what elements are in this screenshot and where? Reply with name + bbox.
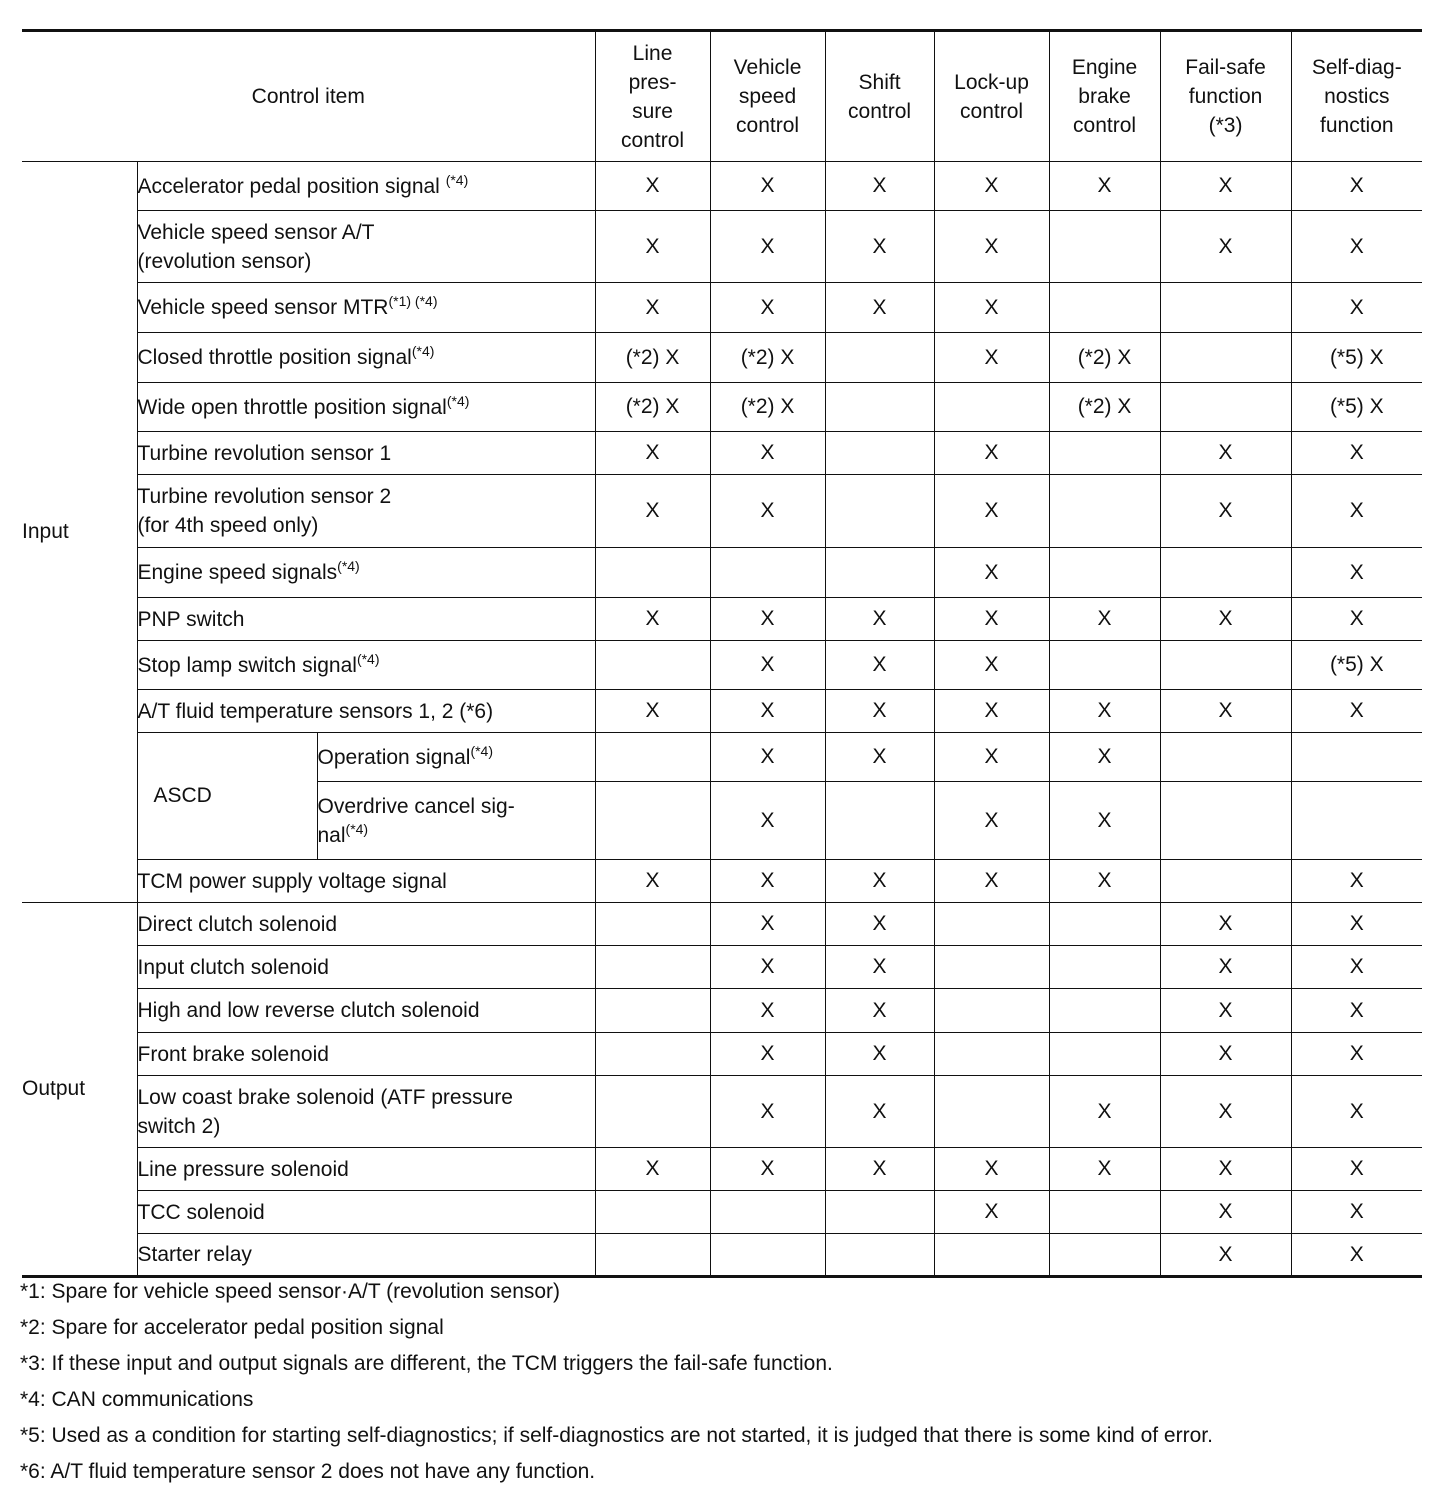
table-row: [22, 383, 1422, 432]
row-label-line: switch 2): [137, 1114, 221, 1138]
mark-cell: X: [1291, 475, 1422, 548]
control-items-table: [22, 29, 1422, 1278]
row-label: [137, 641, 595, 690]
mark-cell: (*5) X: [1291, 383, 1422, 432]
mark-cell: [825, 333, 934, 383]
mark-cell: X: [1160, 432, 1291, 475]
mark-cell: X: [710, 475, 825, 548]
footnote-ref: (*4): [446, 392, 470, 409]
row-label-line: Turbine revolution sensor 2: [137, 485, 392, 508]
mark-cell: [1160, 733, 1291, 782]
row-label: [137, 1234, 595, 1277]
mark-cell: X: [1160, 1148, 1291, 1191]
mark-cell: [1160, 641, 1291, 690]
mark-cell: X: [1160, 162, 1291, 211]
mark-cell: X: [710, 782, 825, 860]
mark-cell: X: [934, 475, 1049, 548]
row-label: [137, 1033, 595, 1076]
mark-cell: X: [1160, 1033, 1291, 1076]
mark-cell: [825, 548, 934, 598]
mark-cell: [1049, 211, 1160, 283]
row-label-line: TCM power supply voltage signal: [137, 869, 447, 893]
mark-cell: X: [710, 432, 825, 475]
mark-cell: X: [934, 1148, 1049, 1191]
mark-cell: [825, 1191, 934, 1234]
mark-cell: [825, 432, 934, 475]
mark-cell: [595, 782, 710, 860]
footnote-ref: (*4): [345, 820, 369, 837]
mark-cell: [1049, 1191, 1160, 1234]
mark-cell: [1049, 548, 1160, 598]
mark-cell: [1049, 641, 1160, 690]
mark-cell: [710, 1234, 825, 1277]
table-row: [22, 475, 1422, 548]
table-row: [22, 432, 1422, 475]
mark-cell: X: [1291, 548, 1422, 598]
row-label: [137, 1191, 595, 1234]
mark-cell: [710, 548, 825, 598]
mark-cell: [1160, 283, 1291, 333]
mark-cell: X: [595, 211, 710, 283]
mark-cell: [595, 1076, 710, 1148]
mark-cell: X: [934, 211, 1049, 283]
mark-cell: X: [1291, 860, 1422, 903]
mark-cell: X: [1160, 475, 1291, 548]
mark-cell: [1291, 733, 1422, 782]
mark-cell: [595, 1191, 710, 1234]
mark-cell: X: [710, 641, 825, 690]
mark-cell: X: [934, 333, 1049, 383]
mark-cell: X: [1291, 1148, 1422, 1191]
footnote-ref: (*1) (*4): [388, 293, 438, 309]
header-engine-brake-control: Engine brake control: [1049, 31, 1160, 162]
mark-cell: [1049, 475, 1160, 548]
mark-cell: X: [825, 211, 934, 283]
mark-cell: X: [934, 782, 1049, 860]
mark-cell: X: [1160, 989, 1291, 1033]
row-label: [137, 598, 595, 641]
mark-cell: [1160, 782, 1291, 860]
mark-cell: X: [934, 641, 1049, 690]
row-label-line: High and low reverse clutch solenoid: [137, 999, 480, 1022]
mark-cell: X: [1291, 1076, 1422, 1148]
group-input: Input: [22, 162, 137, 903]
mark-cell: [1049, 946, 1160, 989]
row-label: [137, 903, 595, 946]
mark-cell: X: [710, 211, 825, 283]
mark-cell: X: [1049, 733, 1160, 782]
mark-cell: [595, 989, 710, 1033]
mark-cell: X: [1291, 690, 1422, 733]
mark-cell: X: [710, 598, 825, 641]
mark-cell: X: [825, 860, 934, 903]
row-label-line: Turbine revolution sensor 1: [137, 441, 392, 465]
footnote: *6: A/T fluid temperature sensor 2 does not have any function.: [20, 1460, 596, 1483]
mark-cell: X: [1160, 211, 1291, 283]
table-row: [22, 283, 1422, 333]
footnote: *1: Spare for vehicle speed sensor·A/T (revolution sensor): [20, 1280, 561, 1303]
mark-cell: X: [1291, 211, 1422, 283]
mark-cell: [1049, 903, 1160, 946]
mark-cell: X: [934, 860, 1049, 903]
mark-cell: X: [1049, 1076, 1160, 1148]
row-label-line: Stop lamp switch signal$^{(*4)}$: [137, 650, 380, 677]
mark-cell: [1160, 383, 1291, 432]
row-label: [137, 860, 595, 903]
mark-cell: [825, 383, 934, 432]
mark-cell: X: [710, 690, 825, 733]
table-row: [22, 598, 1422, 641]
mark-cell: [825, 782, 934, 860]
mark-cell: X: [710, 860, 825, 903]
row-label-line: Front brake solenoid: [137, 1042, 329, 1066]
mark-cell: X: [934, 548, 1049, 598]
mark-cell: [710, 1191, 825, 1234]
mark-cell: X: [1160, 1234, 1291, 1277]
mark-cell: X: [1291, 1033, 1422, 1076]
mark-cell: X: [825, 733, 934, 782]
mark-cell: X: [1049, 690, 1160, 733]
row-label-line: Line pressure solenoid: [137, 1157, 349, 1181]
mark-cell: [595, 946, 710, 989]
mark-cell: (*2) X: [595, 333, 710, 383]
mark-cell: X: [934, 598, 1049, 641]
mark-cell: [934, 989, 1049, 1033]
table-row: [22, 903, 1422, 946]
row-label-line: Direct clutch solenoid: [137, 912, 338, 936]
mark-cell: [595, 641, 710, 690]
table-row: [22, 548, 1422, 598]
mark-cell: [934, 903, 1049, 946]
row-label: [317, 782, 595, 860]
header-vehicle-speed-control: Vehicle speed control: [710, 31, 825, 162]
row-label: [137, 333, 595, 383]
row-label: [137, 211, 595, 283]
mark-cell: (*2) X: [595, 383, 710, 432]
mark-cell: X: [595, 162, 710, 211]
row-label: [137, 383, 595, 432]
mark-cell: X: [710, 903, 825, 946]
mark-cell: [1049, 1234, 1160, 1277]
footnotes: [20, 1277, 1213, 1493]
mark-cell: X: [1160, 903, 1291, 946]
mark-cell: (*2) X: [710, 333, 825, 383]
table-row: [22, 946, 1422, 989]
row-label: [137, 283, 595, 333]
mark-cell: X: [934, 283, 1049, 333]
mark-cell: X: [934, 733, 1049, 782]
mark-cell: X: [595, 860, 710, 903]
table-row: [22, 690, 1422, 733]
footnote: *2: Spare for accelerator pedal position signal: [20, 1316, 444, 1339]
mark-cell: [1160, 333, 1291, 383]
mark-cell: X: [825, 1033, 934, 1076]
row-label-line: Low coast brake solenoid (ATF pressure: [137, 1085, 513, 1109]
mark-cell: X: [825, 283, 934, 333]
mark-cell: X: [825, 989, 934, 1033]
header-shift-control: Shift control: [825, 31, 934, 162]
row-label-line: TCC solenoid: [137, 1200, 265, 1224]
mark-cell: X: [710, 283, 825, 333]
header-fail-safe-function: Fail-safe function (*3): [1160, 31, 1291, 162]
row-label: [137, 162, 595, 211]
footnote-ref: (*4): [337, 558, 360, 574]
row-label: [317, 733, 595, 782]
footnote-ref: (*4): [356, 650, 380, 667]
row-label: [137, 946, 595, 989]
table-row: [22, 989, 1422, 1033]
table-row: [22, 1033, 1422, 1076]
footnote: *5: Used as a condition for starting self-diagnostics; if self-diagnostics are not started, it is judged that there is some kind of error.: [20, 1424, 1213, 1447]
table-row: [22, 333, 1422, 383]
mark-cell: (*2) X: [710, 383, 825, 432]
footnote-ref: (*4): [470, 742, 493, 759]
row-label-line: Starter relay: [137, 1243, 252, 1266]
mark-cell: X: [710, 1148, 825, 1191]
footnote: *4: CAN communications: [20, 1388, 254, 1411]
mark-cell: X: [595, 432, 710, 475]
header-lock-up-control: Lock-up control: [934, 31, 1049, 162]
mark-cell: X: [825, 1076, 934, 1148]
row-label-line: Closed throttle position signal$^{(*4)}$: [137, 343, 435, 369]
mark-cell: [1049, 1033, 1160, 1076]
mark-cell: [1049, 989, 1160, 1033]
mark-cell: X: [1291, 989, 1422, 1033]
mark-cell: [595, 1033, 710, 1076]
footnote: *3: If these input and output signals are different, the TCM triggers the fail-safe function.: [20, 1352, 833, 1375]
row-label-line: Input clutch solenoid: [137, 955, 329, 979]
footnote-ref: (*4): [411, 343, 435, 359]
mark-cell: (*2) X: [1049, 383, 1160, 432]
mark-cell: X: [1291, 1234, 1422, 1277]
row-label-line: Accelerator pedal position signal $^{(*4)}$: [137, 171, 469, 198]
mark-cell: X: [595, 690, 710, 733]
row-label-line: Vehicle speed sensor $MTR^{(*1) (*4)}$: [137, 293, 438, 319]
mark-cell: X: [1291, 432, 1422, 475]
mark-cell: X: [825, 598, 934, 641]
mark-cell: X: [1160, 690, 1291, 733]
mark-cell: X: [1160, 1076, 1291, 1148]
mark-cell: [1160, 548, 1291, 598]
mark-cell: X: [1049, 598, 1160, 641]
mark-cell: (*5) X: [1291, 641, 1422, 690]
header-line-pressure-control: Line pres- sure control: [595, 31, 710, 162]
row-label-line: (for 4th speed only): [137, 514, 319, 537]
mark-cell: [1291, 782, 1422, 860]
mark-cell: X: [1291, 162, 1422, 211]
row-label: [137, 690, 595, 733]
footnote-ref: (*4): [445, 171, 469, 188]
mark-cell: X: [1291, 946, 1422, 989]
mark-cell: X: [1049, 1148, 1160, 1191]
group-output: Output: [22, 903, 137, 1277]
row-label-line: nal$^{(*4)}$: [317, 820, 369, 847]
mark-cell: X: [1160, 1191, 1291, 1234]
mark-cell: X: [1291, 903, 1422, 946]
table-row: [22, 1076, 1422, 1148]
mark-cell: X: [825, 946, 934, 989]
row-label-line: Vehicle speed sensor A/T: [137, 220, 375, 244]
header-self-diagnostics-function: Self-diag- nostics function: [1291, 31, 1422, 162]
mark-cell: [595, 733, 710, 782]
mark-cell: X: [595, 1148, 710, 1191]
mark-cell: [1160, 860, 1291, 903]
mark-cell: [595, 903, 710, 946]
mark-cell: [934, 383, 1049, 432]
group-ascd: ASCD: [137, 733, 317, 860]
mark-cell: [1049, 432, 1160, 475]
mark-cell: X: [1049, 162, 1160, 211]
table-row: [22, 733, 1422, 782]
table-row: [22, 860, 1422, 903]
mark-cell: X: [595, 283, 710, 333]
row-label-line: PNP switch: [137, 607, 245, 631]
mark-cell: X: [595, 475, 710, 548]
row-label: [137, 432, 595, 475]
row-label-line: Operation signal$^{(*4)}$: [317, 742, 493, 769]
mark-cell: [825, 475, 934, 548]
mark-cell: [595, 548, 710, 598]
table-row: [22, 1234, 1422, 1277]
row-label-line: (revolution sensor): [137, 249, 312, 273]
mark-cell: X: [710, 1033, 825, 1076]
table-row: [22, 641, 1422, 690]
row-label-line: Overdrive cancel sig-: [317, 794, 515, 818]
mark-cell: X: [934, 432, 1049, 475]
mark-cell: X: [1291, 598, 1422, 641]
mark-cell: [934, 1033, 1049, 1076]
row-label-line: A/T fluid temperature sensors 1, 2 (*6): [137, 699, 494, 723]
header-control-item: Control item: [22, 31, 595, 162]
mark-cell: [1049, 283, 1160, 333]
mark-cell: X: [710, 1076, 825, 1148]
mark-cell: X: [825, 903, 934, 946]
mark-cell: X: [1049, 782, 1160, 860]
mark-cell: X: [1160, 598, 1291, 641]
mark-cell: [934, 1076, 1049, 1148]
row-label: [137, 1076, 595, 1148]
mark-cell: X: [934, 690, 1049, 733]
table-row: [22, 211, 1422, 283]
table-row: [22, 1148, 1422, 1191]
mark-cell: X: [825, 1148, 934, 1191]
row-label: [137, 548, 595, 598]
mark-cell: [934, 1234, 1049, 1277]
mark-cell: (*5) X: [1291, 333, 1422, 383]
mark-cell: [934, 946, 1049, 989]
mark-cell: X: [825, 162, 934, 211]
mark-cell: X: [1291, 1191, 1422, 1234]
mark-cell: X: [710, 162, 825, 211]
mark-cell: X: [825, 690, 934, 733]
mark-cell: X: [934, 162, 1049, 211]
mark-cell: (*2) X: [1049, 333, 1160, 383]
mark-cell: X: [595, 598, 710, 641]
table-header-row: [22, 31, 1422, 162]
row-label-line: Engine speed signals$^{(*4)}$: [137, 558, 360, 584]
row-label: [137, 1148, 595, 1191]
mark-cell: X: [710, 733, 825, 782]
mark-cell: X: [1291, 283, 1422, 333]
row-label-line: Wide open throttle position signal$^{(*4)}$: [137, 392, 470, 419]
mark-cell: [825, 1234, 934, 1277]
row-label: [137, 475, 595, 548]
mark-cell: X: [1160, 946, 1291, 989]
mark-cell: X: [934, 1191, 1049, 1234]
row-label: [137, 989, 595, 1033]
mark-cell: X: [710, 946, 825, 989]
mark-cell: X: [710, 989, 825, 1033]
mark-cell: [595, 1234, 710, 1277]
table-row: [22, 162, 1422, 211]
table-row: [22, 1191, 1422, 1234]
mark-cell: X: [1049, 860, 1160, 903]
mark-cell: X: [825, 641, 934, 690]
